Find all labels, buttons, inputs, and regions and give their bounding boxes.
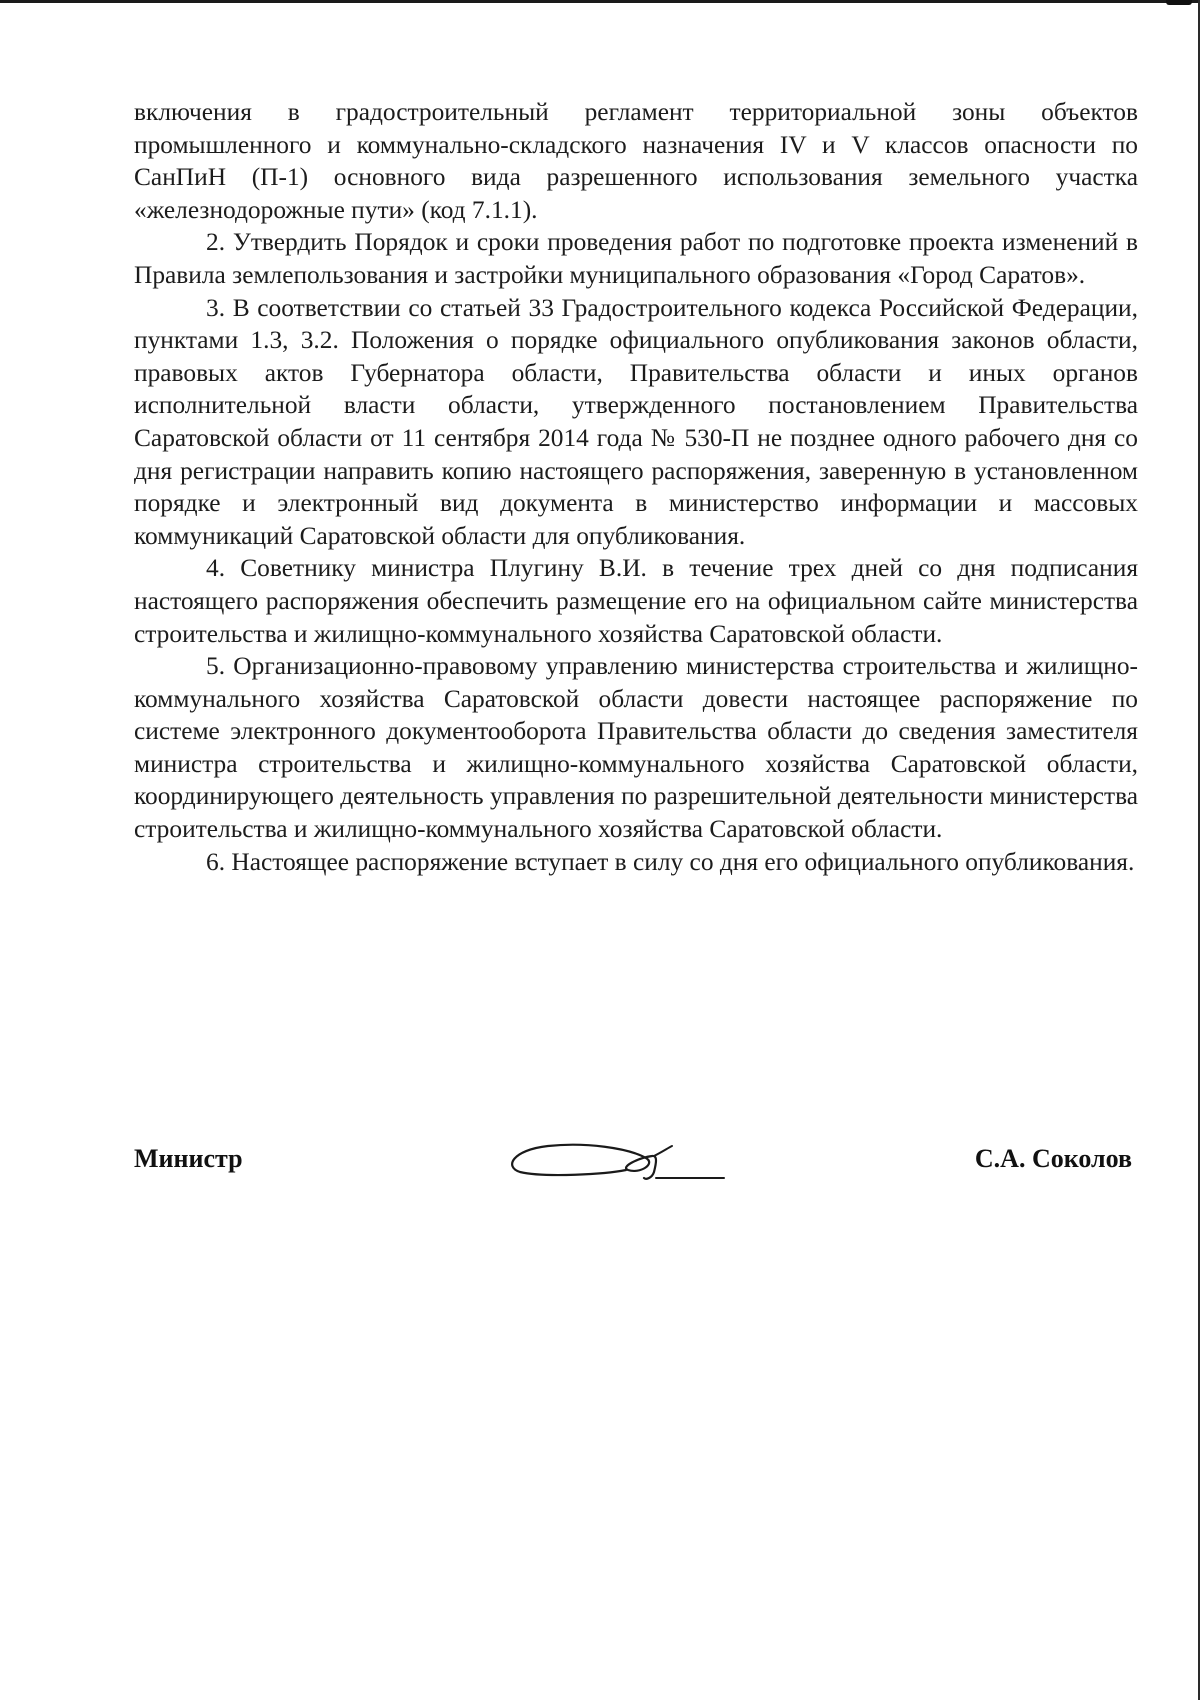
signatory-name: С.А. Соколов [974,1144,1132,1173]
scan-edge-mark [1166,0,1192,5]
scan-edge-top [0,0,1200,3]
paragraph-item-3: 3. В соответствии со статьей 33 Градостроительного кодекса Российской Федерации, пунктами 1.3, 3.2. Положения о порядке официального опубликования законов области, правовых актов Губернатора области, Правительства области и иных органов исполнительной власти области, утвержденного постановлением Правительства Саратовской области от 11 сентября 2014 года № 530-П не позднее одного рабочего дня со дня регистрации направить копию настоящего распоряжения, заверенную в установленном порядке и электронный вид документа в министерство информации и массовых коммуникаций Саратовской области для опубликования. [134,293,1138,550]
document-body [134,96,1138,878]
paragraph-continuation: включения в градостроительный регламент территориальной зоны объектов промышленного и коммунально-складского назначения IV и V классов опасности по СанПиН (П-1) основного вида разрешенного использования земельного участка «железнодорожные пути» (код 7.1.1). [134,98,1138,224]
paragraph-item-2: 2. Утвердить Порядок и сроки проведения работ по подготовке проекта изменений в Правила землепользования и застройки муниципального образования «Город Саратов». [134,228,1138,289]
paragraph-item-4: 4. Советнику министра Плугину В.И. в течение трех дней со дня подписания настоящего распоряжения обеспечить размещение его на официальном сайте министерства строительства и жилищно-коммунального хозяйства Саратовской области. [134,554,1138,648]
paragraph-item-6: 6. Настоящее распоряжение вступает в силу со дня его официального опубликования. [206,847,1135,876]
signatory-title: Министр [134,1144,243,1173]
handwritten-signature [506,1134,726,1190]
paragraph-item-5: 5. Организационно-правовому управлению министерства строительства и жилищно-коммунального хозяйства Саратовской области довести настоящее распоряжение по системе электронного документооборота Правительства области до сведения заместителя министра строительства и жилищно-коммунального хозяйства Саратовской области, координирующего деятельность управления по разрешительной деятельности министерства строительства и жилищно-коммунального хозяйства Саратовской области. [134,652,1138,844]
signature-block [134,1134,1132,1194]
